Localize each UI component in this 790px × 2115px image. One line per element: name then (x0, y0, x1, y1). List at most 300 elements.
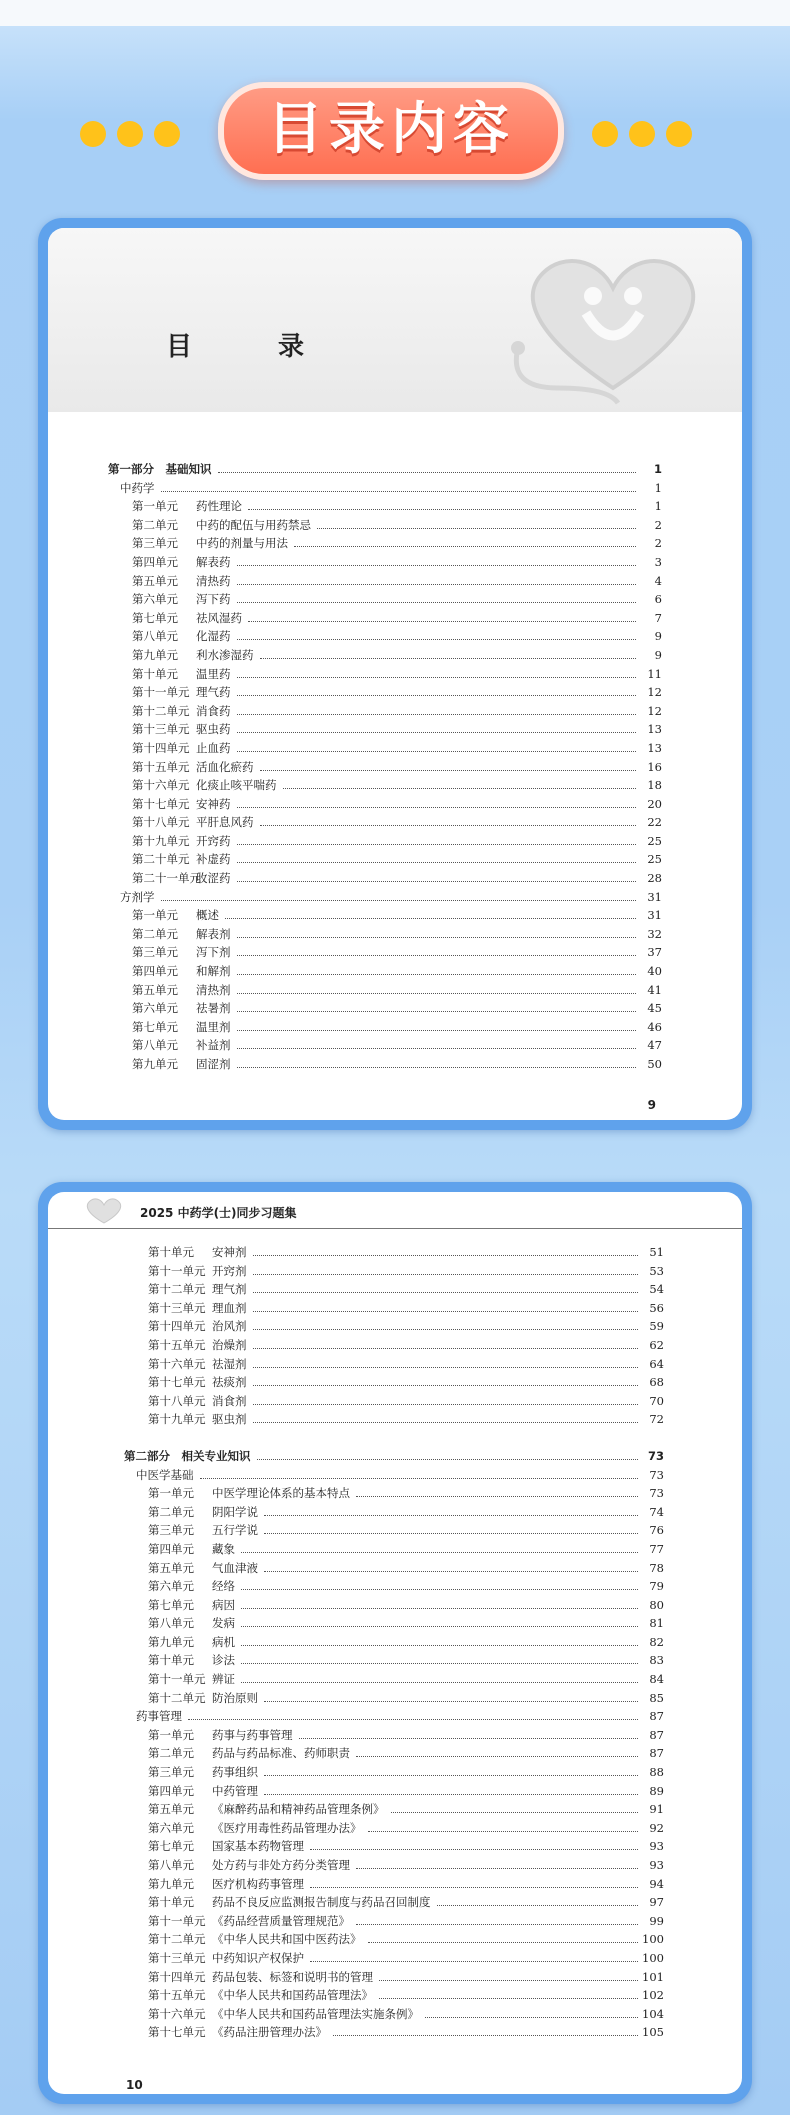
toc-page-number: 105 (642, 2025, 664, 2040)
toc-entry-title: 止血药 (196, 740, 231, 755)
toc-entry-title: 化痰止咳平喘药 (196, 778, 277, 793)
toc-unit-number: 第十五单元 (148, 1337, 206, 1352)
toc-entry-unit (108, 517, 662, 536)
toc-page-number: 4 (654, 573, 662, 588)
toc-unit-number: 第二十单元 (132, 852, 190, 867)
dot-leader (237, 955, 637, 956)
toc-unit-number: 第十六单元 (148, 1356, 206, 1371)
toc-unit-number: 第十九单元 (132, 833, 190, 848)
dot-leader (283, 788, 637, 789)
toc-unit-number: 第三单元 (132, 536, 178, 551)
toc-page-number: 78 (649, 1560, 664, 1575)
toc-page-number: 25 (647, 833, 662, 848)
dot-leader (253, 1422, 639, 1423)
toc-entry-unit (124, 1541, 664, 1560)
toc-entry-unit (124, 1504, 664, 1523)
toc-entry-unit (108, 740, 662, 759)
toc-unit-number: 第六单元 (132, 592, 178, 607)
toc-unit-number: 第七单元 (132, 1019, 178, 1034)
toc-page-number: 80 (649, 1597, 664, 1612)
toc-page-number: 87 (649, 1746, 664, 1761)
toc-page-number: 97 (649, 1895, 664, 1910)
toc-page-number: 88 (649, 1765, 664, 1780)
toc-entry-unit (124, 1969, 664, 1988)
toc-unit-number: 第十五单元 (132, 759, 190, 774)
toc-page-number: 16 (647, 759, 662, 774)
toc-entry-title: 病机 (212, 1634, 235, 1649)
toc-entry-title: 理气剂 (212, 1282, 247, 1297)
toc-entry-title: 辨证 (212, 1672, 235, 1687)
toc-page-number: 9 (654, 629, 662, 644)
dot-leader (237, 639, 637, 640)
dot-leader (299, 1738, 639, 1739)
dot-leader (391, 1812, 639, 1813)
toc-unit-number: 第十六单元 (148, 2006, 206, 2021)
toc-page-number: 12 (647, 685, 662, 700)
toc-entry-title: 阴阳学说 (212, 1504, 258, 1519)
toc-page-number: 46 (647, 1019, 662, 1034)
toc-entry-unit (124, 1244, 664, 1263)
toc-unit-number: 第十一单元 (132, 685, 190, 700)
toc-page-number: 31 (647, 889, 662, 904)
toc-page-number: 74 (649, 1504, 664, 1519)
toc-page-number: 92 (649, 1820, 664, 1835)
toc-unit-number: 第十三单元 (132, 722, 190, 737)
dot-leader (237, 732, 637, 733)
toc-entry-unit (108, 647, 662, 666)
medical-heart-emblem-icon (498, 238, 728, 408)
toc-entry-unit (108, 759, 662, 778)
toc-page-number: 87 (649, 1709, 664, 1724)
toc-entry-unit (124, 1337, 664, 1356)
toc-page-number: 79 (649, 1579, 664, 1594)
dot-leader (264, 1794, 638, 1795)
toc-entry-title: 《药品注册管理办法》 (212, 2025, 327, 2040)
toc-page-number: 25 (647, 852, 662, 867)
toc-unit-number: 第十七单元 (148, 1375, 206, 1390)
toc-unit-number: 第六单元 (148, 1579, 194, 1594)
toc-entry-unit (108, 833, 662, 852)
toc-unit-number: 第二十一单元 (132, 871, 201, 886)
toc-entry-title: 病因 (212, 1597, 235, 1612)
decor-dot (117, 121, 143, 147)
toc-entry-title: 医疗机构药事管理 (212, 1876, 304, 1891)
toc-page-number: 31 (647, 908, 662, 923)
dot-leader (237, 1030, 637, 1031)
page-number: 9 (647, 1098, 656, 1112)
toc-entry-unit (124, 2006, 664, 2025)
dot-leader (237, 807, 637, 808)
toc-page-number: 13 (647, 740, 662, 755)
toc-entry-unit (108, 1019, 662, 1038)
medical-heart-emblem-icon (80, 1196, 128, 1226)
toc-entry-title: 药事与药事管理 (212, 1727, 293, 1742)
running-header (48, 1192, 742, 1229)
toc-unit-number: 第十四单元 (148, 1969, 206, 1984)
toc-page-number: 41 (647, 982, 662, 997)
toc-entry-unit (124, 1671, 664, 1690)
toc-entry-title: 第二部分 相关专业知识 (124, 1448, 251, 1463)
toc-entry-part (124, 1448, 664, 1467)
dot-leader (260, 770, 637, 771)
toc-entry-title: 驱虫剂 (212, 1412, 247, 1427)
toc-page-number: 6 (654, 592, 662, 607)
toc-unit-number: 第十八单元 (148, 1393, 206, 1408)
toc-entry-title: 五行学说 (212, 1523, 258, 1538)
toc-entry-unit (108, 926, 662, 945)
toc-page-number: 1 (654, 480, 662, 495)
toc-page-number: 68 (649, 1375, 664, 1390)
dot-leader (237, 751, 637, 752)
decor-dot (592, 121, 618, 147)
dot-leader (241, 1645, 638, 1646)
toc-page-number: 102 (642, 1988, 664, 2003)
dot-leader (237, 844, 637, 845)
toc-entry-unit (124, 1652, 664, 1671)
toc-unit-number: 第十四单元 (148, 1319, 206, 1334)
toc-entry-title: 药品与药品标准、药师职责 (212, 1746, 350, 1761)
toc-entry-unit (108, 610, 662, 629)
dot-leader (253, 1348, 639, 1349)
toc-entry-title: 药品包装、标签和说明书的管理 (212, 1969, 373, 1984)
toc-entry-title: 中药的剂量与用法 (196, 536, 288, 551)
toc-entry-title: 发病 (212, 1616, 235, 1631)
toc-unit-number: 第十单元 (148, 1245, 194, 1259)
toc-entry-unit (108, 573, 662, 592)
dot-leader (237, 881, 637, 882)
toc-entry-title: 补益剂 (196, 1038, 231, 1053)
toc-unit-number: 第十二单元 (148, 1282, 206, 1297)
toc-unit-number: 第十三单元 (148, 1300, 206, 1315)
toc-page-number: 82 (649, 1634, 664, 1649)
dot-leader (333, 2035, 638, 2036)
toc-unit-number: 第十单元 (132, 666, 178, 681)
toc-entry-unit (124, 1615, 664, 1634)
toc-entry-title: 驱虫药 (196, 722, 231, 737)
toc-page-number: 50 (647, 1057, 662, 1071)
toc-entry-unit (124, 1356, 664, 1375)
toc-page-number: 56 (649, 1300, 664, 1315)
toc-entry-title: 清热剂 (196, 982, 231, 997)
toc-unit-number: 第十七单元 (148, 2025, 206, 2040)
toc-page-number: 91 (649, 1802, 664, 1817)
toc-page-number: 93 (649, 1839, 664, 1854)
toc-page-number: 59 (649, 1319, 664, 1334)
dot-leader (310, 1961, 638, 1962)
toc-page-number: 100 (642, 1932, 664, 1947)
decor-dot (154, 121, 180, 147)
toc-unit-number: 第五单元 (148, 1560, 194, 1575)
dot-leader (200, 1478, 639, 1479)
dot-leader (237, 974, 637, 975)
toc-page-number: 37 (647, 945, 662, 960)
toc-unit-number: 第七单元 (148, 1839, 194, 1854)
toc-page-number: 45 (647, 1001, 662, 1016)
toc-entry-title: 第一部分 基础知识 (108, 462, 212, 476)
toc-page-number: 84 (649, 1672, 664, 1687)
toc-entry-title: 理血剂 (212, 1300, 247, 1315)
toc-page-number: 40 (647, 964, 662, 979)
toc-entry-unit (124, 1411, 664, 1430)
toc-entry-unit (108, 666, 662, 685)
toc-page-number: 100 (642, 1950, 664, 1965)
toc-entry-title: 祛痰剂 (212, 1375, 247, 1390)
toc-page-number: 99 (649, 1913, 664, 1928)
toc-entry-unit (124, 1894, 664, 1913)
toc-entry-unit (124, 2024, 664, 2043)
toc-page-number: 101 (642, 1969, 664, 1984)
toc-page-number: 51 (649, 1245, 664, 1259)
toc-unit-number: 第四单元 (148, 1541, 194, 1556)
toc-entry-title: 治风剂 (212, 1319, 247, 1334)
toc-entry-title: 防治原则 (212, 1690, 258, 1705)
toc-page-number: 83 (649, 1653, 664, 1668)
dot-leader (260, 658, 637, 659)
toc-entry-unit (108, 1000, 662, 1019)
toc-unit-number: 第十二单元 (148, 1690, 206, 1705)
dot-leader (241, 1552, 638, 1553)
toc-entry-unit (108, 814, 662, 833)
toc-entry-unit (108, 963, 662, 982)
toc-entry-unit (124, 1578, 664, 1597)
toc-unit-number: 第十七单元 (132, 796, 190, 811)
dot-leader (425, 2017, 638, 2018)
toc-entry-title: 安神剂 (212, 1245, 247, 1259)
dot-leader (237, 1011, 637, 1012)
toc-entry-title: 《麻醉药品和精神药品管理条例》 (212, 1802, 385, 1817)
toc-entry-unit (124, 1913, 664, 1932)
toc-entry-unit (108, 870, 662, 889)
toc-page-1 (48, 228, 742, 1120)
toc-entry-title: 消食剂 (212, 1393, 247, 1408)
toc-page-number: 89 (649, 1783, 664, 1798)
toc-unit-number: 第七单元 (148, 1597, 194, 1612)
toc-page-number: 12 (647, 703, 662, 718)
toc-page-number: 2 (654, 536, 662, 551)
toc-entry-unit (124, 1838, 664, 1857)
toc-entry-title: 中药学 (120, 480, 155, 495)
toc-entry-title: 诊法 (212, 1653, 235, 1668)
toc-unit-number: 第九单元 (148, 1876, 194, 1891)
toc-entry-title: 解表药 (196, 554, 231, 569)
toc-entry-unit (108, 628, 662, 647)
toc-list-1 (108, 461, 662, 1075)
dot-leader (264, 1515, 638, 1516)
dot-leader (253, 1292, 639, 1293)
dot-leader (253, 1311, 639, 1312)
toc-entry-title: 《医疗用毒性药品管理办法》 (212, 1820, 362, 1835)
toc-entry-title: 气血津液 (212, 1560, 258, 1575)
dot-leader (188, 1719, 638, 1720)
toc-entry-unit (108, 851, 662, 870)
toc-unit-number: 第八单元 (132, 629, 178, 644)
toc-entry-title: 收涩药 (196, 871, 231, 886)
toc-page-number: 94 (649, 1876, 664, 1891)
toc-unit-number: 第十单元 (148, 1653, 194, 1668)
dot-leader (218, 472, 637, 473)
dot-leader (317, 528, 636, 529)
dot-leader (225, 918, 636, 919)
toc-entry-title: 祛风湿药 (196, 610, 242, 625)
toc-entry-title: 化湿药 (196, 629, 231, 644)
toc-page-number: 13 (647, 722, 662, 737)
toc-page-number: 76 (649, 1523, 664, 1538)
dot-leader (237, 993, 637, 994)
toc-entry-title: 中药管理 (212, 1783, 258, 1798)
dot-leader (264, 1533, 638, 1534)
toc-page-number: 3 (654, 554, 662, 569)
toc-entry-title: 补虚药 (196, 852, 231, 867)
toc-list-2 (124, 1244, 664, 2043)
toc-entry-title: 《中华人民共和国中医药法》 (212, 1932, 362, 1947)
toc-page-card-2 (38, 1182, 752, 2104)
decor-dot (629, 121, 655, 147)
toc-page-number: 104 (642, 2006, 664, 2021)
toc-entry-subject (108, 480, 662, 499)
toc-entry-title: 《药品经营质量管理规范》 (212, 1913, 350, 1928)
toc-entry-unit (108, 1037, 662, 1056)
toc-page-number: 73 (647, 1448, 664, 1463)
toc-entry-unit (124, 1764, 664, 1783)
toc-entry-unit (124, 1727, 664, 1746)
toc-unit-number: 第二单元 (148, 1746, 194, 1761)
toc-unit-number: 第六单元 (148, 1820, 194, 1835)
dot-leader (241, 1589, 638, 1590)
dot-leader (310, 1849, 638, 1850)
dot-leader (248, 509, 636, 510)
toc-entry-unit (124, 1597, 664, 1616)
toc-unit-number: 第九单元 (132, 1057, 178, 1071)
toc-entry-unit (124, 1745, 664, 1764)
toc-entry-unit (108, 703, 662, 722)
toc-entry-title: 药事管理 (136, 1709, 182, 1724)
dot-leader (237, 584, 637, 585)
toc-page-number: 73 (649, 1486, 664, 1501)
toc-page-number: 18 (647, 778, 662, 793)
toc-unit-number: 第十六单元 (132, 778, 190, 793)
dot-leader (237, 695, 637, 696)
toc-entry-unit (124, 1281, 664, 1300)
toc-entry-title: 中医学基础 (136, 1467, 194, 1482)
toc-unit-number: 第三单元 (148, 1765, 194, 1780)
dot-leader (260, 825, 637, 826)
toc-entry-title: 《中华人民共和国药品管理法实施条例》 (212, 2006, 419, 2021)
toc-entry-title: 中药知识产权保护 (212, 1950, 304, 1965)
toc-page-card-1 (38, 218, 752, 1130)
toc-page-number: 77 (649, 1541, 664, 1556)
toc-page-number: 62 (649, 1337, 664, 1352)
toc-entry-title: 方剂学 (120, 889, 155, 904)
toc-entry-unit (124, 1690, 664, 1709)
toc-page-number: 11 (647, 666, 662, 681)
toc-entry-title: 清热药 (196, 573, 231, 588)
toc-entry-title: 开窍药 (196, 833, 231, 848)
toc-entry-unit (108, 535, 662, 554)
toc-unit-number: 第五单元 (132, 573, 178, 588)
toc-entry-unit (124, 1318, 664, 1337)
toc-page-number: 47 (647, 1038, 662, 1053)
toc-entry-unit (124, 1931, 664, 1950)
toc-entry-title: 概述 (196, 908, 219, 923)
toc-entry-subject (124, 1708, 664, 1727)
toc-unit-number: 第三单元 (148, 1523, 194, 1538)
toc-entry-unit (108, 721, 662, 740)
banner-title-text: 目录内容 (267, 97, 515, 162)
dot-leader (264, 1571, 638, 1572)
toc-unit-number: 第十二单元 (132, 703, 190, 718)
dot-leader (237, 602, 637, 603)
toc-unit-number: 第八单元 (148, 1858, 194, 1872)
dot-leader (241, 1663, 638, 1664)
toc-entry-title: 祛暑剂 (196, 1001, 231, 1016)
toc-unit-number: 第三单元 (132, 945, 178, 960)
toc-entry-title: 平肝息风药 (196, 815, 254, 830)
toc-entry-unit (108, 591, 662, 610)
dot-leader (241, 1626, 638, 1627)
dot-leader (368, 1942, 639, 1943)
toc-unit-number: 第四单元 (132, 964, 178, 979)
page-heading: 目 录 (166, 332, 335, 362)
toc-entry-unit (124, 1634, 664, 1653)
toc-entry-unit (108, 907, 662, 926)
toc-entry-subject (108, 889, 662, 908)
dot-leader (237, 565, 637, 566)
dot-leader (253, 1385, 639, 1386)
running-head-title: 2025 中药学(士)同步习题集 (140, 1206, 297, 1220)
toc-page-number: 1 (653, 462, 662, 476)
toc-entry-title: 泻下剂 (196, 945, 231, 960)
toc-entry-unit (124, 1560, 664, 1579)
toc-page-number: 73 (649, 1467, 664, 1482)
toc-entry-title: 国家基本药物管理 (212, 1839, 304, 1854)
toc-unit-number: 第十一单元 (148, 1913, 206, 1928)
toc-entry-title: 经络 (212, 1579, 235, 1594)
toc-unit-number: 第一单元 (132, 499, 178, 514)
toc-unit-number: 第十八单元 (132, 815, 190, 830)
toc-entry-part (108, 461, 662, 480)
toc-page-number: 20 (647, 796, 662, 811)
toc-unit-number: 第十单元 (148, 1895, 194, 1910)
toc-unit-number: 第二单元 (148, 1504, 194, 1519)
toc-unit-number: 第四单元 (132, 554, 178, 569)
toc-page-number: 93 (649, 1858, 664, 1872)
toc-entry-title: 安神药 (196, 796, 231, 811)
dot-leader (310, 1887, 638, 1888)
dot-leader (248, 621, 636, 622)
toc-entry-unit (124, 1801, 664, 1820)
toc-unit-number: 第一单元 (148, 1727, 194, 1742)
dot-leader (237, 714, 637, 715)
toc-entry-unit (108, 554, 662, 573)
toc-entry-unit (108, 684, 662, 703)
toc-entry-unit (108, 498, 662, 517)
toc-entry-title: 理气药 (196, 685, 231, 700)
dot-leader (356, 1924, 638, 1925)
toc-entry-unit (124, 1783, 664, 1802)
toc-entry-title: 温里药 (196, 666, 231, 681)
dot-leader (379, 1998, 638, 1999)
toc-unit-number: 第四单元 (148, 1783, 194, 1798)
toc-page-number: 72 (649, 1412, 664, 1427)
toc-entry-unit (124, 1820, 664, 1839)
toc-unit-number: 第一单元 (148, 1486, 194, 1501)
toc-entry-subject (124, 1467, 664, 1486)
toc-entry-unit (124, 1393, 664, 1412)
top-strip (0, 0, 790, 26)
toc-entry-title: 泻下药 (196, 592, 231, 607)
toc-unit-number: 第九单元 (132, 647, 178, 662)
toc-page-number: 70 (649, 1393, 664, 1408)
